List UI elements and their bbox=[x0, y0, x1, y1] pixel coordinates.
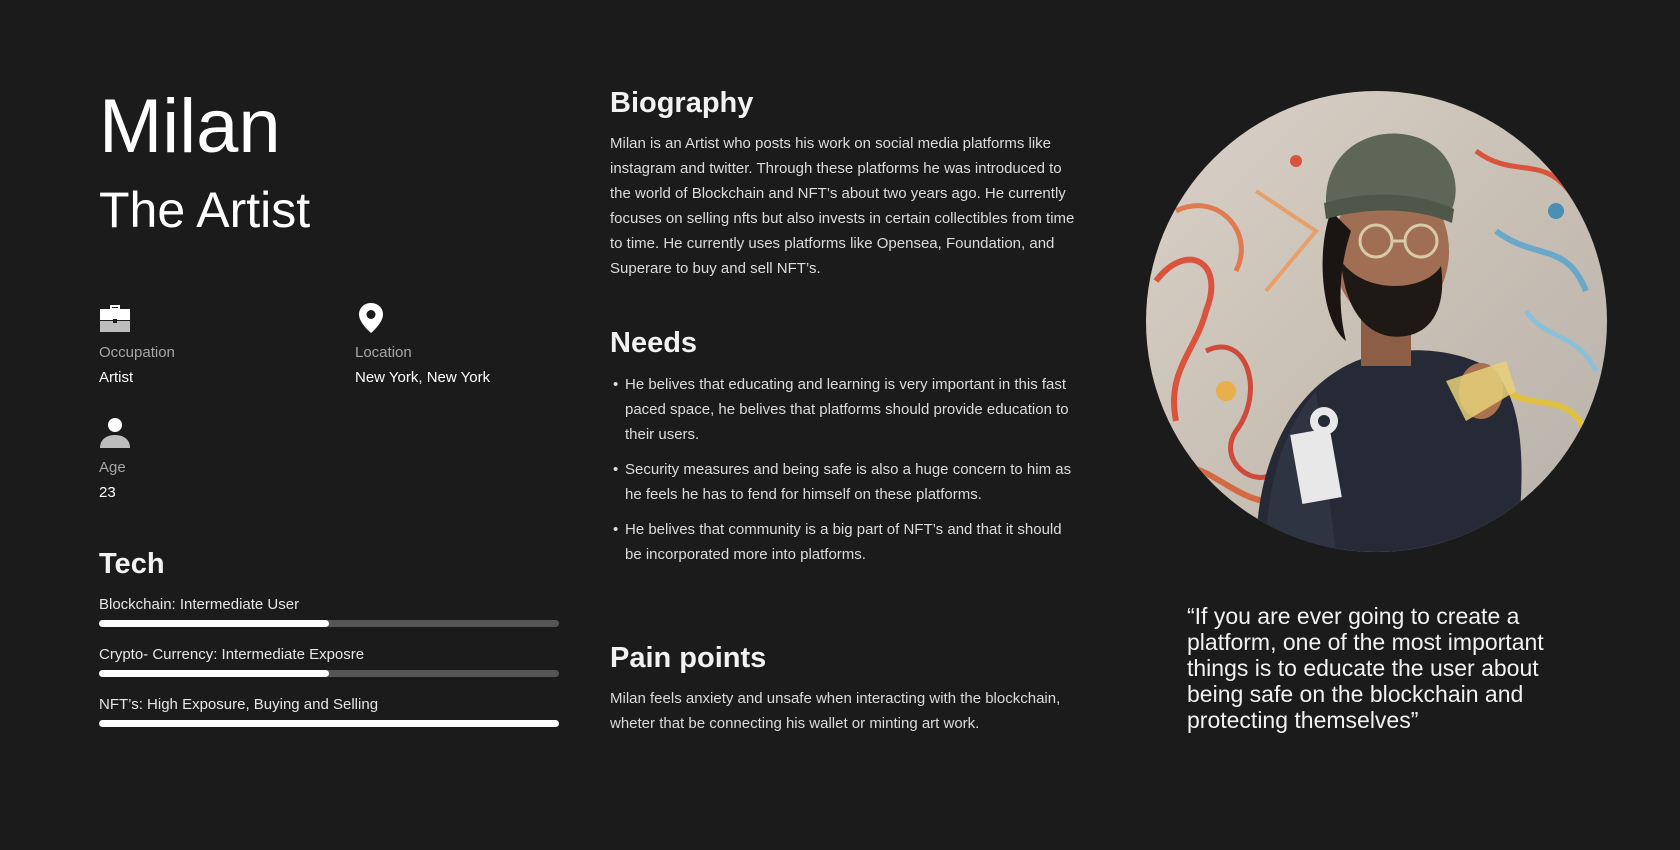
location-pin-icon bbox=[355, 302, 387, 334]
tech-heading: Tech bbox=[99, 548, 165, 580]
biography-text: Milan is an Artist who posts his work on social media platforms like instagram and twitter. Through these platforms he was introduced to the world of Blockchain and NFT’s about two years ago. He currently focuses on selling nfts but also invests in certain collectibles from time to time. He currently uses platforms like Opensea, Foundation, and Superare to buy and sell NFT’s. bbox=[610, 135, 1075, 277]
persona-photo-illustration bbox=[1146, 91, 1607, 552]
persona-portrait bbox=[1146, 91, 1607, 552]
tech-item-label: Blockchain: Intermediate User bbox=[99, 596, 300, 613]
location-value: New York, New York bbox=[355, 369, 491, 386]
tech-level-fill bbox=[99, 670, 329, 677]
occupation-value: Artist bbox=[99, 369, 134, 386]
persona-name: Milan bbox=[99, 84, 281, 169]
tech-level-bar bbox=[99, 720, 559, 727]
tech-item-label: Crypto- Currency: Intermediate Exposre bbox=[99, 646, 365, 663]
tech-item-label: NFT’s: High Exposure, Buying and Selling bbox=[99, 696, 379, 713]
occupation-fact bbox=[99, 302, 339, 387]
tech-level-fill bbox=[99, 720, 559, 727]
tech-level-bar bbox=[99, 620, 559, 627]
tech-item-crypto bbox=[99, 646, 559, 677]
person-icon bbox=[99, 417, 131, 449]
age-value: 23 bbox=[99, 484, 116, 501]
needs-item: • Security measures and being safe is also a huge concern to him as he feels he has to fend for himself on these platforms. bbox=[610, 457, 1080, 507]
location-fact bbox=[355, 302, 595, 387]
briefcase-icon bbox=[99, 302, 131, 334]
age-label: Age bbox=[99, 459, 126, 476]
needs-item: • He belives that educating and learning is very important in this fast paced space, he belives that platforms should provide education to their users. bbox=[610, 372, 1080, 447]
location-label: Location bbox=[355, 344, 412, 361]
persona-subtitle: The Artist bbox=[99, 182, 311, 238]
pain-points-text: Milan feels anxiety and unsafe when interacting with the blockchain, wheter that be connecting his wallet or minting art work. bbox=[610, 690, 1061, 732]
persona-quote: “If you are ever going to create a platform, one of the most important things is to educate the user about being safe on the blockchain and protecting themselves” bbox=[1187, 603, 1544, 733]
occupation-label: Occupation bbox=[99, 344, 175, 361]
needs-list bbox=[610, 372, 1080, 577]
tech-item-nfts bbox=[99, 696, 559, 727]
needs-heading: Needs bbox=[610, 327, 698, 359]
tech-level-bar bbox=[99, 670, 559, 677]
pain-points-heading: Pain points bbox=[610, 642, 767, 674]
tech-level-fill bbox=[99, 620, 329, 627]
needs-item: • He belives that community is a big part of NFT’s and that it should be incorporated more into platforms. bbox=[610, 517, 1080, 567]
tech-item-blockchain bbox=[99, 596, 559, 627]
age-fact bbox=[99, 417, 339, 502]
biography-heading: Biography bbox=[610, 87, 754, 119]
